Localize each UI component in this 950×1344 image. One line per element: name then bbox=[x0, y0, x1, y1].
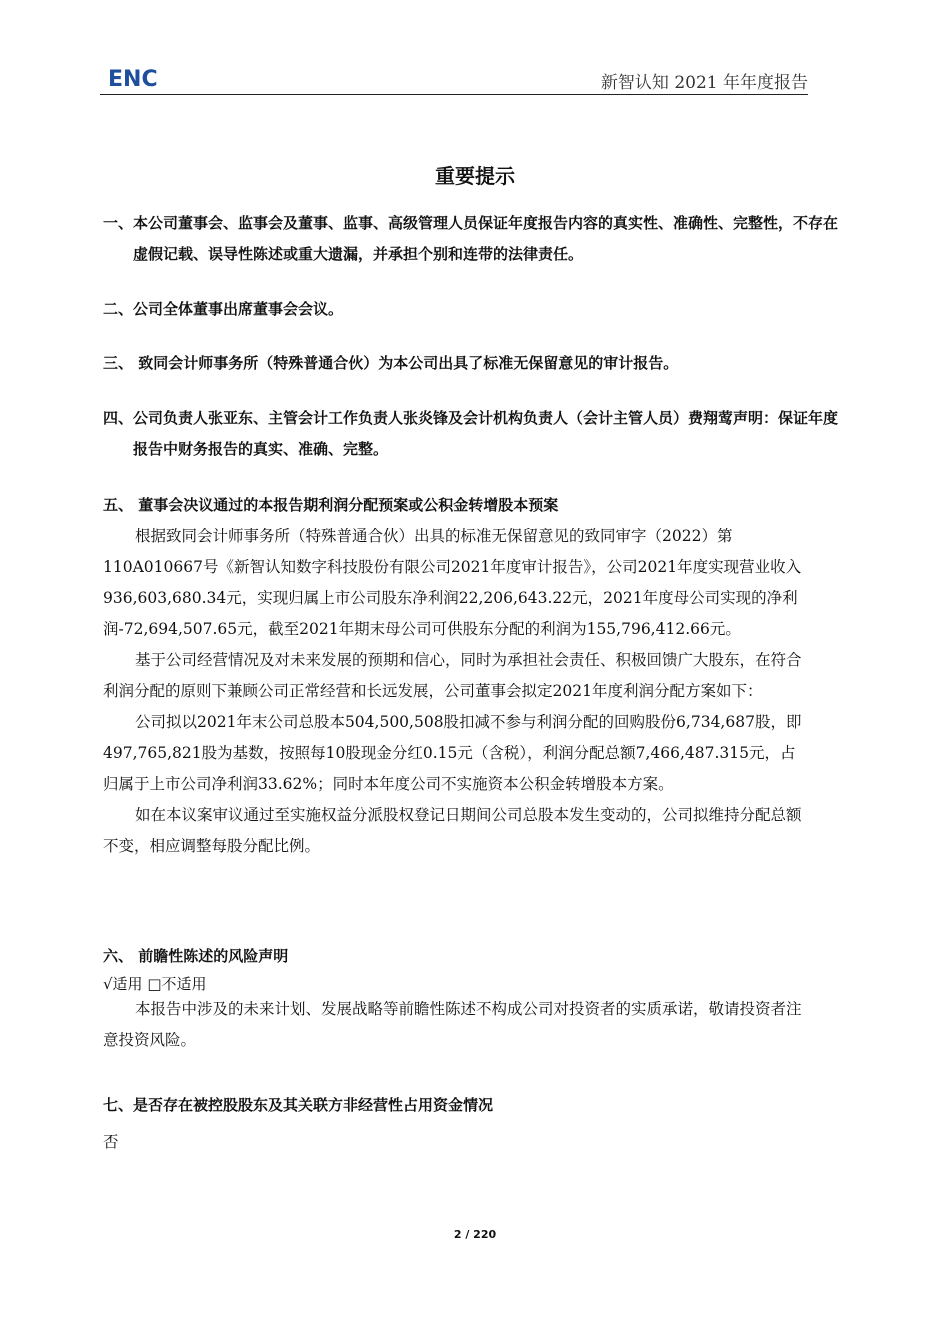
section-6-options: √适用 □不适用 bbox=[103, 975, 207, 993]
page-header bbox=[100, 60, 808, 95]
section-5-paragraph-3: 公司拟以2021年末公司总股本504,500,508股扣减不参与利润分配的回购股份6,734,687股，即497,765,821股为基数，按照每10股现金分红0.15元（含税），利润分配总额7,466,487.315元，占归属于上市公司净利润33.62%；同时本年度公司不实施资本公积金转增股本方案。 bbox=[103, 713, 802, 793]
section-5-body bbox=[103, 521, 809, 862]
page-number: 2 / 220 bbox=[453, 1228, 497, 1241]
section-5-paragraph-4: 如在本议案审议通过至实施权益分派股权登记日期间公司总股本发生变动的，公司拟维持分配总额不变，相应调整每股分配比例。 bbox=[103, 806, 802, 855]
section-6-heading: 六、 前瞻性陈述的风险声明 bbox=[103, 947, 289, 965]
page-title: 重要提示 bbox=[435, 164, 515, 188]
header-doc-title: 新智认知 2021 年年度报告 bbox=[600, 73, 808, 93]
section-6-body bbox=[103, 994, 809, 1056]
section-3: 三、 致同会计师事务所（特殊普通合伙）为本公司出具了标准无保留意见的审计报告。 bbox=[103, 354, 679, 372]
section-5-paragraph-2: 基于公司经营情况及对未来发展的预期和信心，同时为承担社会责任、积极回馈广大股东，在符合利润分配的原则下兼顾公司正常经营和长远发展，公司董事会拟定2021年度利润分配方案如下： bbox=[103, 651, 802, 700]
enc-logo bbox=[106, 64, 166, 90]
section-7-heading: 七、是否存在被控股股东及其关联方非经营性占用资金情况 bbox=[103, 1096, 494, 1114]
section-4: 四、公司负责人张亚东、主管会计工作负责人张炎锋及会计机构负责人（会计主管人员）费翔莺声明：保证年度报告中财务报告的真实、准确、完整。 bbox=[103, 409, 839, 458]
section-2: 二、公司全体董事出席董事会会议。 bbox=[103, 300, 344, 318]
section-7-answer: 否 bbox=[103, 1133, 119, 1151]
section-6-paragraph-1: 本报告中涉及的未来计划、发展战略等前瞻性陈述不构成公司对投资者的实质承诺，敬请投资者注意投资风险。 bbox=[103, 1000, 802, 1049]
section-1: 一、本公司董事会、监事会及董事、监事、高级管理人员保证年度报告内容的真实性、准确性、完整性，不存在虚假记载、误导性陈述或重大遗漏，并承担个别和连带的法律责任。 bbox=[103, 214, 839, 263]
svg-text:ENC: ENC bbox=[108, 67, 158, 90]
section-5-paragraph-1: 根据致同会计师事务所（特殊普通合伙）出具的标准无保留意见的致同审字（2022）第110A010667号《新智认知数字科技股份有限公司2021年度审计报告》，公司2021年度实现营业收入936,603,680.34元，实现归属上市公司股东净利润22,206,643.22元，2021年度母公司实现的净利润-72,694,507.65元，截至2021年期末母公司可供股东分配的利润为155,796,412.66元。 bbox=[103, 527, 802, 638]
section-5-heading: 五、 董事会决议通过的本报告期利润分配预案或公积金转增股本预案 bbox=[103, 496, 559, 514]
